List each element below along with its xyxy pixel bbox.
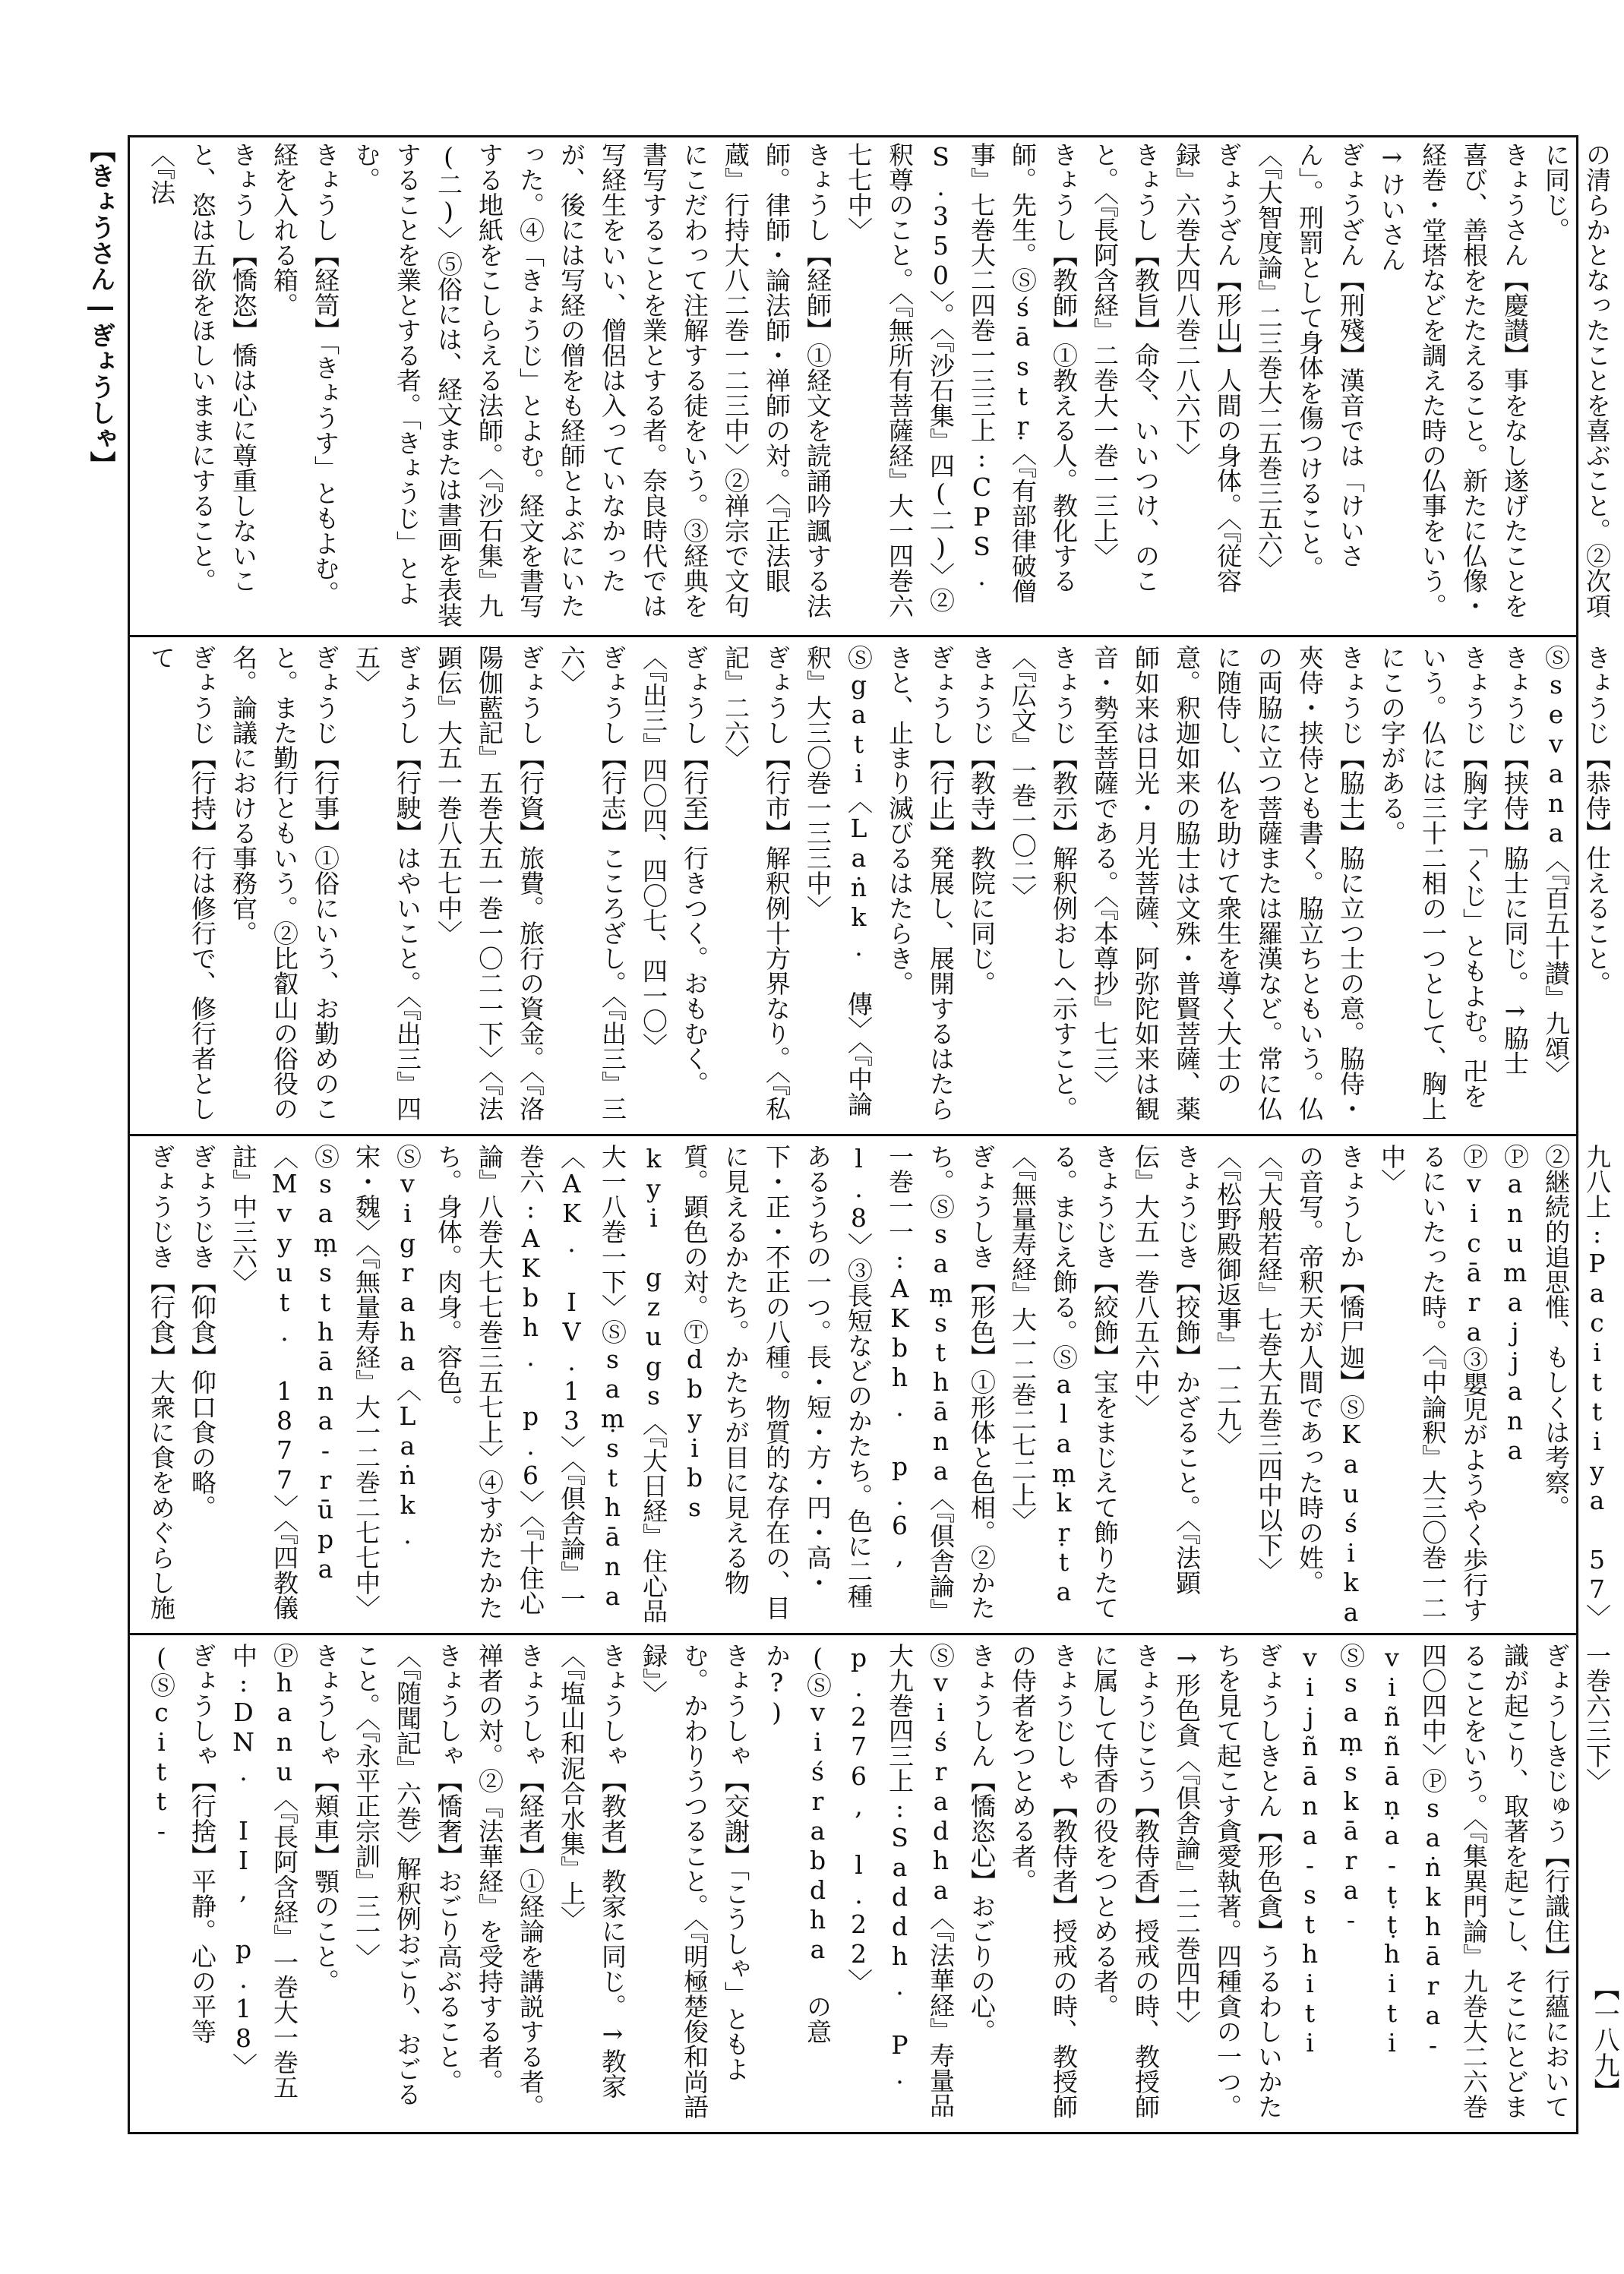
tier-3: [141, 1144, 1612, 1627]
tier-text: 一巻六三下〉 ぎょうしきじゅう【行識住】行蘊において識が起こり、取著を起こし、そこにとどまることをいう。〈『集異門論』九巻大二六巻四〇四中〉Ⓟsaṅkhāra-viññāṇa-ṭṭhiti Ⓢsaṃskāra-vijñāna-sthiti ぎょうしきとん【形色貪】うるわしいかたちを見て起こす貪愛執著。四種貪の一つ。→形色貪〈『倶舎論』二二巻四中〉 きょうじこう【教侍香】授戒の時、教授師に属して侍香の役をつとめる者。 きょうじしゃ【教侍者】授戒の時、教授師の侍者をつとめる者。 きょうしん【憍恣心】おごりの心。Ⓢviśradha〈『法華経』寿量品大九巻四三上:Saddh. P. p.276, l.22〉(Ⓢviśrabdha の意か?) きょうしゃ【交謝】「こうしゃ」ともよむ。かわりうつること。〈『明極楚俊和尚語録』〉 きょうしゃ【教者】教家に同じ。→教家〈『塩山和泥合水集』上〉 きょうしゃ【経者】①経論を講説する者。禅者の対。②『法華経』を受持する者。 きょうしゃ【憍奢】おごり高ぶること。〈『随聞記』六巻〉解釈例おごり、おごること。〈『永平正宗訓』三一〉 きょうしゃ【頬車】顎のこと。Ⓟhanu〈『長阿含経』一巻大一巻五中:DN. II, p.18〉 ぎょうしゃ【行捨】平静。心の平等(Ⓢcitt-: [147, 1643, 1612, 2119]
tier-text: の清らかとなったことを喜ぶこと。②次項に同じ。 きょうさん【慶讃】事をなし遂げたことを喜び、善根をたたえること。新たに仏像・経巻・堂塔などを調えた時の仏事をいう。 →けいさん ぎょうざん【刑殘】漢音では「けいさん」。刑罰として身体を傷つけること。〈『大智度論』二三巻大二五巻三五六〉 ぎょうざん【形山】人間の身体。〈『従容録』六巻大四八巻二八六下〉 きょうし【教旨】命令、いいつけ、のこと。〈『長阿含経』二巻大一巻一三上〉 きょうし【教師】①教える人。教化する師。先生。Ⓢśāstṛ〈『有部律破僧事』七巻大二四巻一三三上:CPS. S.350〉。〈『沙石集』四(二)〉②釈尊のこと。〈『無所有菩薩経』大一四巻六七七中〉 きょうし【経師】①経文を読誦吟諷する法師。律師・論法師・禅師の対。〈『正法眼蔵』行持大八二巻一二三中〉②禅宗で文句にこだわって注解する徒をいう。③経典を書写することを業とする者。奈良時代では写経生をいい、僧侶は入っていなかったが、後には写経の僧をも経師とよぶにいたった。④「きょうじ」とよむ。経文を書写する地紙をこしらえる法師。〈『沙石集』九(二)〉⑤俗には、経文または書画を表装することを業とする者。「きょうじ」とよむ。 きょうし【経笥】「きょうす」ともよむ。経を入れる箱。 きょうし【憍恣】憍は心に尊重しないこと、恣は五欲をほしいままにすること。〈『法: [147, 142, 1612, 627]
tier-1: [141, 142, 1612, 628]
running-head: 【きょうさん―ぎょうしゃ】: [85, 137, 115, 477]
tier-text: 九八上:Pacittiya 57〉②継続的追思惟、もしくは考察。Ⓟanumajjana Ⓟvicāra③嬰児がようやく歩行するにいたった時。〈『中論釈』大三〇巻一二中〉 きょうしか【憍尸迦】ⓈKauśika の音写。帝釈天が人間であった時の姓。〈『大般若経』七巻大五巻三四中以下〉〈『松野殿御返事』一二九〉 きょうじき【挍飾】かざること。〈『法顕伝』大五一巻八五六中〉 きょうじき【絞飾】宝をまじえて飾りたてる。まじえ飾る。Ⓢalaṃkṛta〈『無量寿経』大一二巻二七二上〉 ぎょうしき【形色】①形体と色相。②かたち。Ⓢsaṃsthāna〈『倶舎論』一巻一一:AKbh. p.6, l.8〉③長短などのかたち。色に二種あるうちの一つ。長・短・方・円・高・下・正・不正の八種。物質的な存在の、目に見えるかたち。かたちが目に見える物質。顕色の対。Ⓣdbyibs kyi gzugs〈『大日経』住心品大一八巻一下〉Ⓢsaṃsthāna〈AK. IV.13〉〈『倶舎論』一巻六:AKbh. p.6〉〈『十住心論』八巻大七七巻三五七上〉④すがたかたち。身体。肉身。容色。Ⓢvigraha〈Laṅk. 宋・魏〉〈『無量寿経』大一二巻二七七中〉Ⓢsaṃsthāna-rūpa〈Mvyut. 1877〉〈『四教儀註』中三六〉 ぎょうじき【仰食】仰口食の略。 ぎょうじき【行食】大衆に食をめぐらし施: [147, 1144, 1612, 1627]
tier-divider: [130, 1633, 1576, 1635]
page-number: 【一八九】: [1589, 1975, 1619, 2104]
tier-text: きょうじ【恭侍】仕えること。Ⓢsevana〈『百五十讃』九頌〉 きょうじ【挟侍】脇士に同じ。→脇士 きょうじ【胸字】「くじ」ともよむ。卍をいう。仏には三十二相の一つとして、胸上にこの字がある。 きょうじ【脇士】脇に立つ士の意。脇侍・夾侍・挟侍とも書く。脇立ちともいう。仏の両脇に立つ菩薩または羅漢など。常に仏に随侍し、仏を助けて衆生を導く大士の意。釈迦如来の脇士は文殊・普賢菩薩、薬師如来は日光・月光菩薩、阿弥陀如来は観音・勢至菩薩である。〈『本尊抄』七三〉 きょうじ【教示】解釈例おしへ示すこと。〈『広文』一巻一〇二〉 きょうじ【教寺】教院に同じ。 ぎょうし【行止】発展し、展開するはたらきと、止まり滅びるはたらき。Ⓢgati〈Laṅk. 傳〉〈『中論釈』大三〇巻一三三中〉 ぎょうし【行市】解釈例十方界なり。〈『私記』二六〉 ぎょうし【行至】行きつく。おもむく。〈『出三』四〇四、四〇七、四一〇〉 ぎょうし【行志】こころざし。〈『出三』三六〉 ぎょうし【行資】旅費。旅行の資金。〈『洛陽伽藍記』五巻大五一巻一〇二一下〉〈『法顕伝』大五一巻八五七中〉 ぎょうし【行駛】はやいこと。〈『出三』四五〉 ぎょうじ【行事】①俗にいう、お勤めのこと。また勤行ともいう。②比叡山の俗役の名。論議における事務官。 ぎょうじ【行持】行は修行で、修行者として: [147, 645, 1612, 1121]
tier-divider: [130, 635, 1576, 637]
tier-2: [141, 645, 1612, 1128]
tier-divider: [130, 1134, 1576, 1136]
